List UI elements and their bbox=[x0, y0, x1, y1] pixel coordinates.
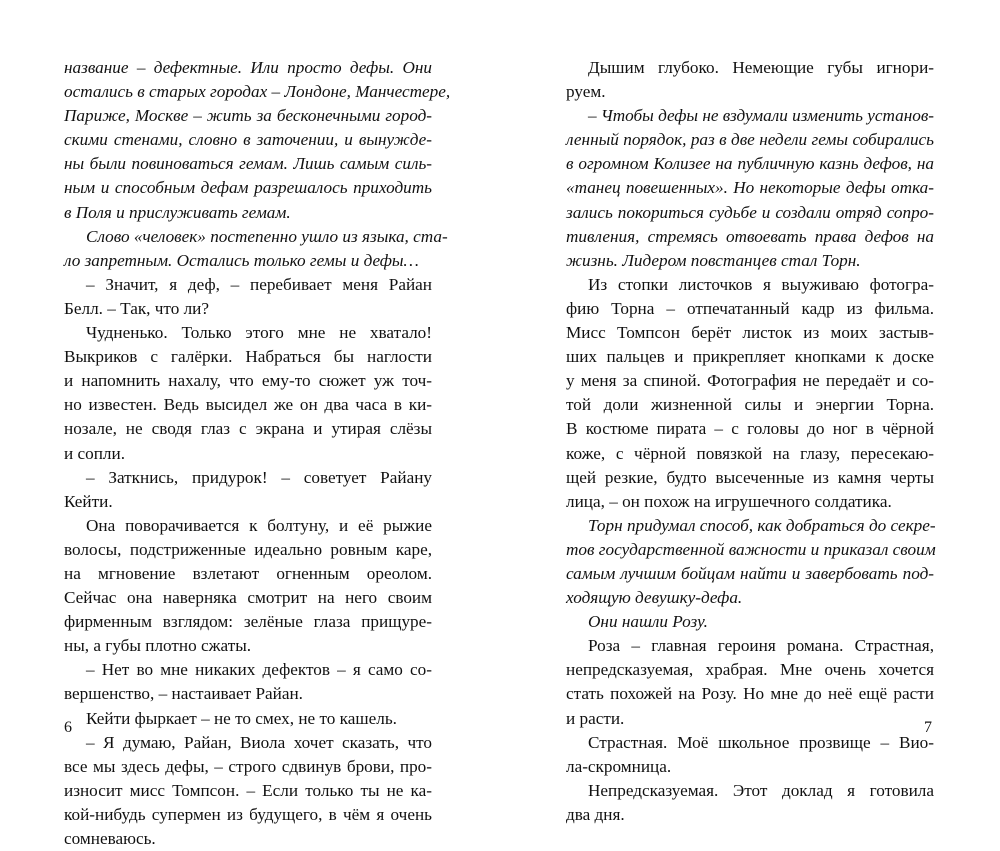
text-line: Сейчас она наверняка смотрит на него своим bbox=[64, 588, 432, 608]
text-line: ны были повиноваться гемам. Лишь самым силь- bbox=[64, 154, 432, 174]
text-line: стать похожей на Розу. Но мне до неё ещё расти bbox=[566, 684, 934, 704]
text-line: волосы, подстриженные идеально ровным каре, bbox=[64, 539, 432, 559]
text-line: сомневаюсь. bbox=[64, 829, 156, 848]
text-line: нозале, не сводя глаз с экрана и утирая слёзы bbox=[64, 419, 432, 439]
text-line: лица, – он похож на игрушечного солдатика. bbox=[566, 491, 892, 511]
text-line: износит мисс Томпсон. – Если только ты не ка- bbox=[64, 780, 432, 800]
text-line: Выкриков с галёрки. Набраться бы наглости bbox=[64, 347, 432, 367]
text-line: руем. bbox=[566, 82, 606, 102]
text-line: Чудненько. Только этого мне не хватало! bbox=[86, 323, 432, 343]
text-line: в Поля и прислуживать гемам. bbox=[64, 202, 291, 222]
text-line: той доли жизненной силы и энергии Торна. bbox=[566, 395, 934, 415]
text-line: Париже, Москве – жить за бесконечными город- bbox=[64, 106, 432, 126]
text-line: – Нет во мне никаких дефектов – я само со- bbox=[86, 660, 432, 680]
text-line: ших пальцев и прикрепляет кнопками к доске bbox=[566, 347, 934, 367]
text-line: – Заткнись, придурок! – советует Райану bbox=[86, 467, 432, 487]
text-line: и сопли. bbox=[64, 443, 125, 463]
right-page-text bbox=[566, 56, 934, 827]
text-line: два дня. bbox=[566, 804, 625, 824]
text-line: тивления, стремясь отвоевать права дефов на bbox=[566, 226, 934, 246]
text-line: ным и способным дефам разрешалось приходить bbox=[64, 178, 432, 198]
text-line: жизнь. Лидером повстанцев стал Торн. bbox=[566, 250, 861, 270]
text-line: остались в старых городах – Лондоне, Манчестере, bbox=[64, 82, 451, 102]
text-line: и расти. bbox=[566, 708, 625, 728]
text-line: но известен. Ведь высидел же он два часа в ки- bbox=[64, 395, 432, 415]
text-line: ходящую девушку-дефа. bbox=[566, 588, 743, 608]
text-line: щей резкие, будто высеченные из камня черты bbox=[566, 467, 934, 487]
text-line: Из стопки листочков я выуживаю фотогра- bbox=[588, 274, 934, 294]
text-line: Торн придумал способ, как добраться до секре- bbox=[588, 515, 936, 535]
text-line: Кейти. bbox=[64, 491, 113, 511]
left-page-text bbox=[64, 56, 451, 851]
text-line: коже, с чёрной повязкой на глазу, пересекаю- bbox=[566, 443, 934, 463]
text-line: Страстная. Моё школьное прозвище – Вио- bbox=[588, 732, 934, 752]
text-line: кой-нибудь супермен из будущего, в чём я очень bbox=[64, 804, 432, 824]
text-line: самым лучшим бойцам найти и завербовать под- bbox=[566, 563, 934, 583]
text-line: тов государственной важности и приказал своим bbox=[566, 539, 936, 559]
text-line: фирменным взглядом: зелёные глаза прищуре- bbox=[64, 612, 432, 632]
text-line: ны, а губы плотно сжаты. bbox=[64, 636, 252, 656]
text-line: – Чтобы дефы не вздумали изменить установ- bbox=[588, 106, 935, 126]
text-line: «танец повешенных». Но некоторые дефы отка- bbox=[566, 178, 934, 198]
text-line: у меня за спиной. Фотография не передаёт и со- bbox=[566, 371, 934, 391]
text-line: ло запретным. Остались только гемы и дефы… bbox=[64, 250, 419, 270]
text-line: название – дефектные. Или просто дефы. Они bbox=[64, 58, 432, 77]
text-line: вершенство, – настаивает Райан. bbox=[64, 684, 303, 704]
text-line: Она поворачивается к болтуну, и её рыжие bbox=[86, 515, 432, 535]
text-line: Они нашли Розу. bbox=[588, 612, 708, 632]
text-line: зались покориться судьбе и создали отряд сопро- bbox=[566, 202, 934, 222]
text-line: в огромном Колизее на публичную казнь дефов, на bbox=[566, 154, 934, 174]
text-line: ла-скромница. bbox=[566, 756, 672, 776]
text-line: фию Торна – отпечатанный кадр из фильма. bbox=[566, 298, 934, 318]
text-line: В костюме пирата – с головы до ног в чёрной bbox=[566, 419, 934, 439]
text-line: Мисс Томпсон берёт листок из моих застыв- bbox=[566, 323, 934, 343]
text-line: Непредсказуемая. Этот доклад я готовила bbox=[588, 780, 934, 800]
right-page-number: 7 bbox=[924, 719, 932, 736]
text-line: скими стенами, словно в заточении, и вынужде- bbox=[64, 130, 432, 150]
text-line: Белл. – Так, что ли? bbox=[64, 298, 210, 318]
text-line: и напомнить нахалу, что ему-то сюжет уж точ- bbox=[64, 371, 432, 391]
text-line: непредсказуемая, храбрая. Мне очень хочется bbox=[566, 660, 934, 680]
text-line: ленный порядок, раз в две недели гемы собирались bbox=[566, 130, 934, 150]
text-line: все мы здесь дефы, – строго сдвинув брови, про- bbox=[64, 756, 432, 776]
text-line: Дышим глубоко. Немеющие губы игнори- bbox=[588, 58, 934, 77]
text-line: на мгновение взлетают огненным ореолом. bbox=[64, 563, 432, 583]
left-page-number: 6 bbox=[64, 719, 72, 736]
text-line: Слово «человек» постепенно ушло из языка, ста- bbox=[86, 226, 448, 246]
text-line: Кейти фыркает – не то смех, не то кашель. bbox=[86, 708, 397, 728]
text-line: – Я думаю, Райан, Виола хочет сказать, что bbox=[86, 732, 432, 752]
text-line: Роза – главная героиня романа. Страстная, bbox=[588, 636, 934, 656]
text-line: – Значит, я деф, – перебивает меня Райан bbox=[86, 274, 432, 294]
